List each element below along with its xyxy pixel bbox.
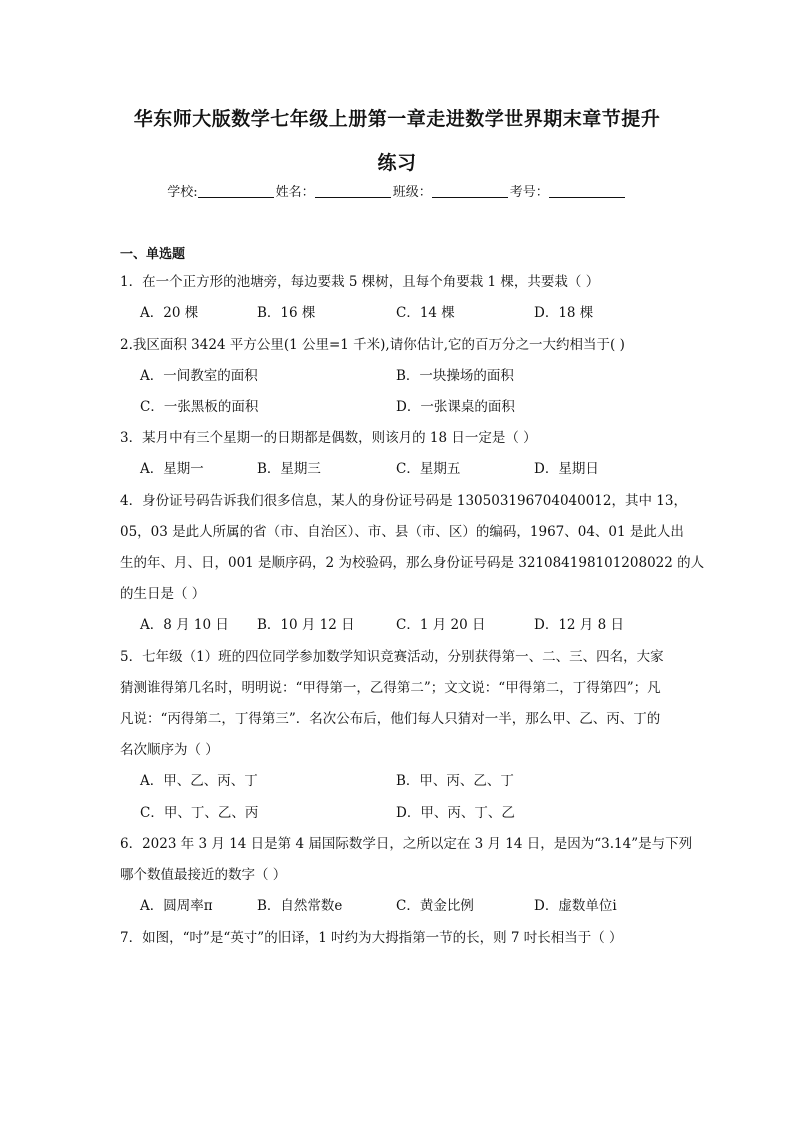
question-2-option-b: B．一块操场的面积 (396, 368, 514, 384)
question-6-option-b: B．自然常数e (257, 898, 343, 914)
question-5-option-b: B．甲、丙、乙、丁 (396, 773, 514, 789)
question-6-option-c: C．黄金比例 (396, 898, 474, 914)
class-blank[interactable] (432, 184, 508, 198)
question-3-option-c: C．星期五 (396, 461, 461, 477)
question-4-text-line-2: 05，03 是此人所属的省（市、自治区）、市、县（市、区）的编码，1967、04、01 是此人出 (120, 524, 684, 540)
question-7-text: 7．如图，“吋”是“英寸”的旧译，1 吋约为大拇指第一节的长，则 7 吋长相当于（ ） (120, 930, 623, 946)
question-1-option-a: A．20 棵 (140, 305, 199, 321)
question-1-option-d: D．18 棵 (534, 305, 594, 321)
exam-number-blank[interactable] (549, 184, 625, 198)
question-2-option-d: D．一张课桌的面积 (396, 399, 515, 415)
question-6-text-line-1: 6．2023 年 3 月 14 日是第 4 届国际数学日，之所以定在 3 月 14 日，是因为“3.14”是与下列 (120, 836, 693, 852)
question-2-option-a: A．一间教室的面积 (140, 368, 258, 384)
question-2-option-c: C．一张黑板的面积 (140, 399, 259, 415)
question-3-option-d: D．星期日 (534, 461, 599, 477)
question-3-text: 3．某月中有三个星期一的日期都是偶数，则该月的 18 日一定是（ ） (120, 430, 537, 446)
question-1-option-b: B．16 棵 (257, 305, 316, 321)
name-label: 姓名： (275, 185, 315, 200)
page-title-continued: 练习 (377, 152, 417, 174)
question-5-option-a: A．甲、乙、丙、丁 (140, 773, 258, 789)
question-6-text-line-2: 哪个数值最接近的数字（ ） (120, 867, 287, 883)
question-5-text-line-3: 凡说：“丙得第二，丁得第三”．名次公布后，他们每人只猜对一半，那么甲、乙、丙、丁的 (120, 711, 661, 727)
question-4-option-d: D．12 月 8 日 (534, 617, 624, 633)
question-4-option-c: C．1 月 20 日 (396, 617, 486, 633)
page-title: 华东师大版数学七年级上册第一章走进数学世界期末章节提升 (133, 108, 661, 130)
question-3-option-b: B．星期三 (257, 461, 321, 477)
question-5-option-d: D．甲、丙、丁、乙 (396, 805, 515, 821)
question-4-text-line-3: 生的年、月、日，001 是顺序码，2 为校验码，那么身份证号码是 321084198101208022 的人 (120, 555, 705, 571)
question-4-option-b: B．10 月 12 日 (257, 617, 355, 633)
question-1-option-c: C．14 棵 (396, 305, 455, 321)
question-4-option-a: A．8 月 10 日 (140, 617, 229, 633)
question-3-option-a: A．星期一 (140, 461, 204, 477)
question-4-text-line-4: 的生日是（ ） (120, 586, 206, 602)
question-6-option-a: A．圆周率π (140, 898, 213, 914)
question-5-text-line-2: 猜测谁得第几名时，明明说：“甲得第一，乙得第二”；文文说：“甲得第二，丁得第四”；凡 (120, 680, 661, 696)
school-label: 学校: (167, 185, 198, 200)
question-5-text-line-1: 5．七年级（1）班的四位同学参加数学知识竞赛活动，分别获得第一、二、三、四名，大家 (120, 649, 664, 665)
question-6-option-d: D．虚数单位i (534, 898, 617, 914)
question-1-text: 1．在一个正方形的池塘旁，每边要栽 5 棵树，且每个角要栽 1 棵，共要栽（ ） (120, 274, 600, 290)
exam-number-label: 考号： (509, 185, 549, 200)
class-label: 班级： (392, 185, 432, 200)
school-blank[interactable] (198, 184, 274, 198)
name-blank[interactable] (315, 184, 391, 198)
question-4-text-line-1: 4．身份证号码告诉我们很多信息，某人的身份证号码是 130503196704040012，其中 13， (120, 493, 687, 509)
question-5-text-line-4: 名次顺序为（ ） (120, 742, 219, 758)
question-2-text: 2.我区面积 3424 平方公里(1 公里=1 千米),请你估计,它的百万分之一大约相当于( ) (120, 337, 625, 353)
student-info-row (0, 181, 794, 200)
section-heading: 一、单选题 (120, 247, 186, 262)
question-5-option-c: C．甲、丁、乙、丙 (140, 805, 259, 821)
